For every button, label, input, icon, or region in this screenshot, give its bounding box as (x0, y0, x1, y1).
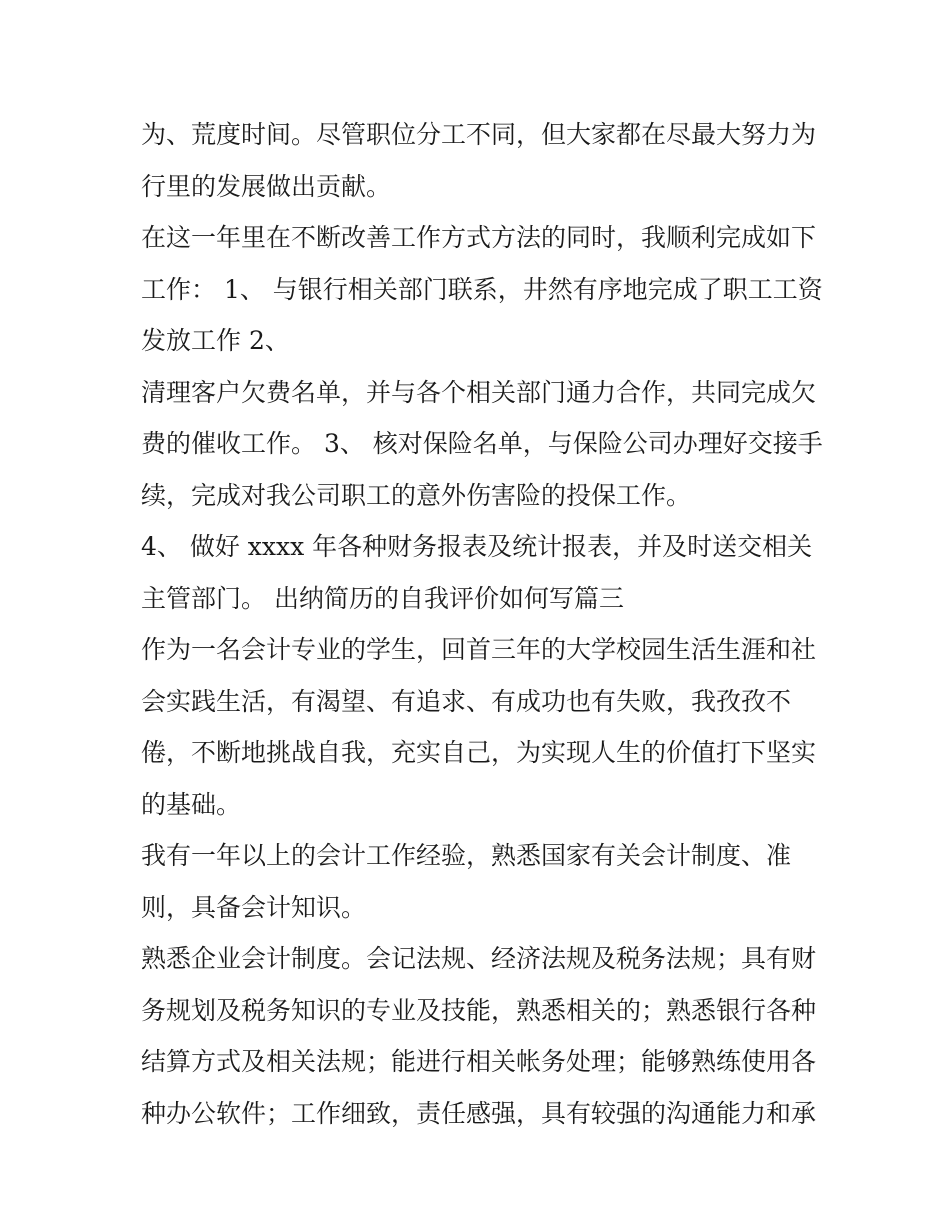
text-line: 则，具备会计知识。 (141, 892, 367, 922)
text-line: 熟悉企业会计制度。会记法规、经济法规及税务法规；具有财 (141, 944, 817, 973)
text-line: 的基础。 (141, 789, 242, 819)
text-line: 务规划及税务知识的专业及技能，熟悉相关的；熟悉银行各种 (141, 995, 817, 1025)
text-line: 结算方式及相关法规；能进行相关帐务处理；能够熟练使用各 (141, 1047, 817, 1076)
text-line: 工作： 1、 与银行相关部门联系，井然有序地完成了职工工资 (141, 274, 823, 304)
text-line: 在这一年里在不断改善工作方式方法的同时，我顺利完成如下 (141, 223, 817, 252)
text-line: 费的催收工作。 3、 核对保险名单，与保险公司办理好交接手 (141, 429, 823, 458)
text-line: 我有一年以上的会计工作经验，熟悉国家有关会计制度、准 (141, 841, 792, 870)
body-text (141, 109, 821, 1139)
text-line: 清理客户欠费名单，并与各个相关部门通力合作，共同完成欠 (141, 377, 817, 407)
text-line: 续，完成对我公司职工的意外伤害险的投保工作。 (141, 480, 692, 510)
text-line: 倦，不断地挑战自我，充实自己，为实现人生的价值打下坚实 (141, 738, 817, 767)
text-line: 行里的发展做出贡献。 (141, 171, 392, 201)
text-line: 种办公软件；工作细致，责任感强，具有较强的沟通能力和承 (141, 1098, 817, 1128)
text-line: 会实践生活，有渴望、有追求、有成功也有失败，我孜孜不 (141, 686, 792, 716)
text-line: 为、荒度时间。尽管职位分工不同，但大家都在尽最大努力为 (141, 120, 817, 149)
text-line: 主管部门。 出纳简历的自我评价如何写篇三 (141, 583, 624, 613)
text-line: 作为一名会计专业的学生，回首三年的大学校园生活生涯和社 (141, 635, 817, 664)
text-line: 发放工作 2、 (141, 326, 290, 355)
text-line: 4、 做好 xxxx 年各种财务报表及统计报表，并及时送交相关 (141, 532, 813, 561)
